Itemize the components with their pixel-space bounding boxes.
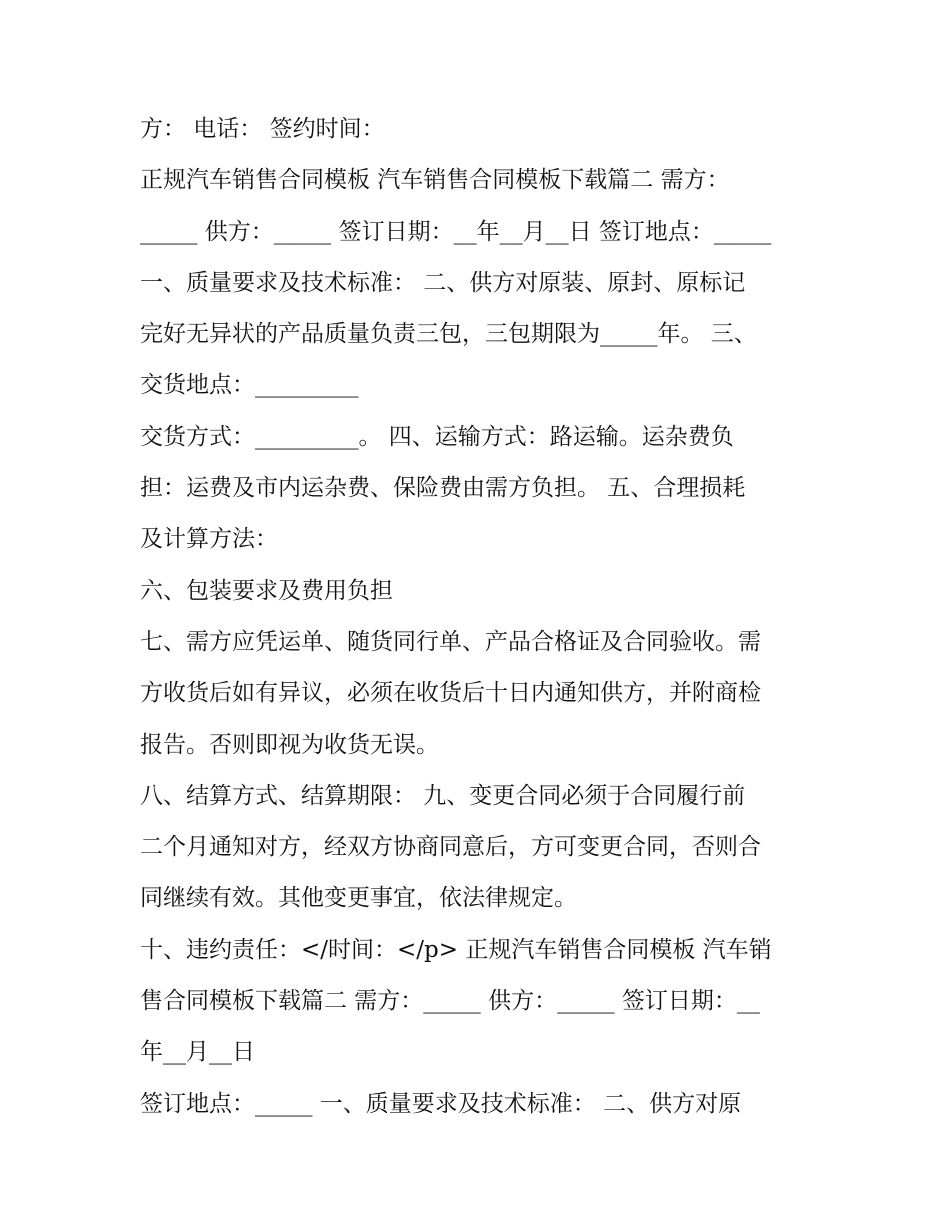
text-line: 售合同模板下载篇二 需方：_____ 供方：_____ 签订日期：__ <box>140 988 760 1015</box>
text-line: 十、违约责任：</时间：</p> 正规汽车销售合同模板 汽车销 <box>140 936 772 963</box>
text-line: 方： 电话： 签约时间： <box>140 116 385 142</box>
text-line: 正规汽车销售合同模板 汽车销售合同模板下载篇二 需方： <box>140 167 730 194</box>
text-line: 一、质量要求及技术标准： 二、供方对原装、原封、原标记 <box>140 269 746 296</box>
text-line: 八、结算方式、结算期限： 九、变更合同必须于合同履行前 <box>140 782 746 809</box>
text-line: 完好无异状的产品质量负责三包，三包期限为_____年。 三、 <box>140 321 757 348</box>
text-line: 交货地点：_________ <box>140 372 359 399</box>
text-line: 交货方式：_________。 四、运输方式：路运输。运杂费负 <box>140 423 734 450</box>
text-line: 报告。否则即视为收货无误。 <box>140 731 439 758</box>
text-line: _____ 供方：_____ 签订日期：__年__月__日 签订地点：_____ <box>140 218 772 245</box>
text-line: 及计算方法： <box>140 526 278 553</box>
text-line: 六、包装要求及费用负担 <box>140 577 393 604</box>
document-body <box>140 104 820 1130</box>
text-line: 同继续有效。其他变更事宜，依法律规定。 <box>140 885 577 912</box>
text-line: 担：运费及市内运杂费、保险费由需方负担。 五、合理损耗 <box>140 475 746 502</box>
text-line: 方收货后如有异议，必须在收货后十日内通知供方，并附商检 <box>140 680 761 707</box>
text-line: 七、需方应凭运单、随货同行单、产品合格证及合同验收。需 <box>140 628 761 655</box>
text-line: 年__月__日 <box>140 1039 255 1066</box>
text-line: 二个月通知对方，经双方协商同意后，方可变更合同，否则合 <box>140 834 761 861</box>
text-line: 签订地点：_____ 一、质量要求及技术标准： 二、供方对原 <box>140 1090 742 1117</box>
